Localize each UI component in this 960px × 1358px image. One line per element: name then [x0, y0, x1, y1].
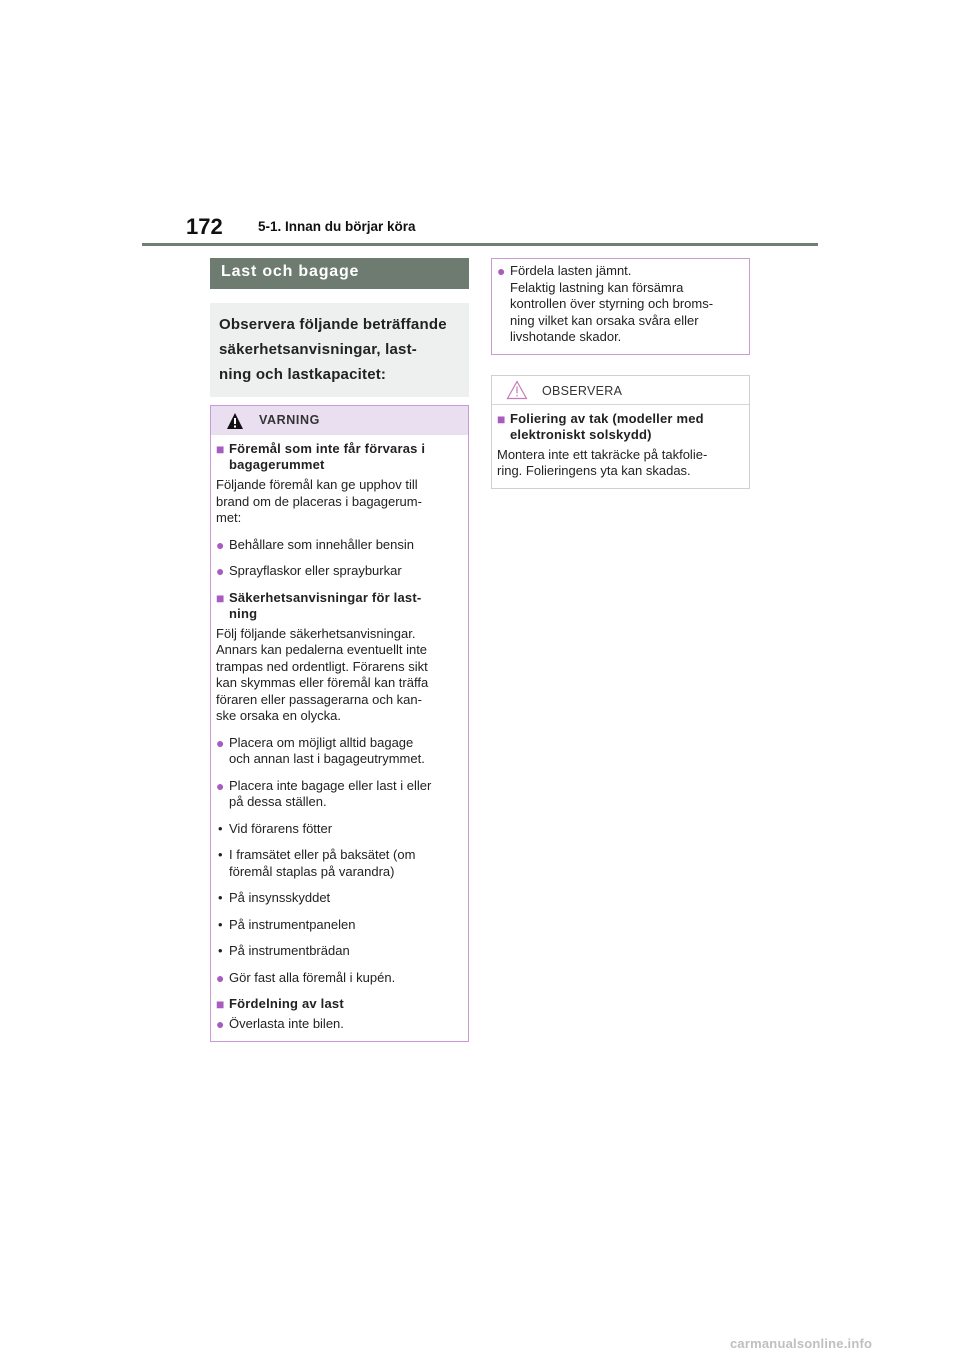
list-item: ● Behållare som innehåller bensin [216, 536, 415, 553]
warning-paragraph: Följande föremål kan ge upphov till brand om de placeras i bagagerum- met: [216, 477, 422, 525]
notice-header [492, 376, 749, 405]
page-number: 172 [186, 214, 223, 239]
round-bullet-icon: ● [216, 734, 225, 751]
warning-triangle-icon [226, 412, 244, 430]
dot-bullet-icon: • [218, 820, 223, 836]
sub-list-item: • Vid förarens fötter [218, 820, 333, 836]
square-bullet-icon: ■ [216, 996, 225, 1012]
warning-heading-storage: ■ Föremål som inte får förvaras i bagagerummet [216, 441, 426, 472]
sub-list-item: • På insynsskyddet [218, 890, 331, 905]
list-item: ● Placera om möjligt alltid bagage och annan last i bagageutrymmet. [216, 734, 425, 766]
round-bullet-icon: ● [216, 969, 225, 986]
list-item: ● Placera inte bagage eller last i eller på dessa ställen. [216, 777, 432, 809]
intro-box [210, 303, 469, 397]
square-bullet-icon: ■ [216, 589, 225, 606]
notice-heading: ■ Foliering av tak (modeller med elektroniskt solskydd) [497, 410, 704, 442]
list-item: ● Fördela lasten jämnt. Felaktig lastning kan försämra kontrollen över styrning och broms- ning vilket kan orsaka svåra eller livshotande skador. [497, 263, 714, 344]
round-bullet-icon: ● [497, 263, 506, 279]
square-bullet-icon: ■ [216, 441, 225, 457]
round-bullet-icon: ● [216, 536, 225, 553]
left-column [210, 258, 469, 1042]
notice-paragraph: Montera inte ett takräcke på takfolie- ring. Folieringens yta kan skadas. [497, 446, 708, 478]
warning-heading-loading: ■ Säkerhetsanvisningar för last- ning [216, 589, 422, 621]
warning-header [211, 406, 468, 435]
round-bullet-icon: ● [216, 777, 225, 794]
chapter-title: 5-1. Innan du börjar köra [258, 219, 416, 234]
intro-line: ning och lastkapacitet: [219, 366, 387, 383]
warning-heading-distribution: ■ Fördelning av last [216, 996, 344, 1012]
list-item: ● Sprayflaskor eller sprayburkar [216, 563, 402, 579]
notice-label: OBSERVERA [542, 383, 623, 398]
list-item: ● Gör fast alla föremål i kupén. [216, 969, 396, 986]
dot-bullet-icon: • [218, 847, 223, 862]
notice-box [491, 375, 750, 489]
dot-bullet-icon: • [218, 916, 223, 932]
sub-list-item: • På instrumentbrädan [218, 943, 350, 958]
round-bullet-icon: ● [216, 563, 225, 579]
intro-line: säkerhetsanvisningar, last- [219, 341, 417, 358]
warning-label: VARNING [259, 413, 320, 427]
caution-triangle-icon [506, 380, 528, 400]
warning-paragraph: Följ följande säkerhetsanvisningar. Annars kan pedalerna eventuellt inte trampas ned ordentligt. Förarens sikt kan skymmas eller föremål kan träffa föraren eller passagerarna och kan- ske orsaka en olycka. [216, 625, 429, 723]
warning-box [210, 405, 469, 1042]
header-rule [142, 243, 818, 246]
round-bullet-icon: ● [216, 1016, 225, 1032]
section-title: Last och bagage [210, 258, 469, 289]
square-bullet-icon: ■ [497, 410, 506, 427]
sub-list-item: • I framsätet eller på baksätet (om föremål staplas på varandra) [218, 847, 416, 879]
intro-line: Observera följande beträffande [219, 316, 447, 333]
dot-bullet-icon: • [218, 890, 223, 905]
watermark: carmanualsonline.info [730, 1336, 873, 1351]
list-item: ● Överlasta inte bilen. [216, 1016, 344, 1032]
dot-bullet-icon: • [218, 943, 223, 958]
warning-continued-box [491, 258, 750, 355]
sub-list-item: • På instrumentpanelen [218, 916, 356, 932]
right-column [491, 258, 750, 489]
